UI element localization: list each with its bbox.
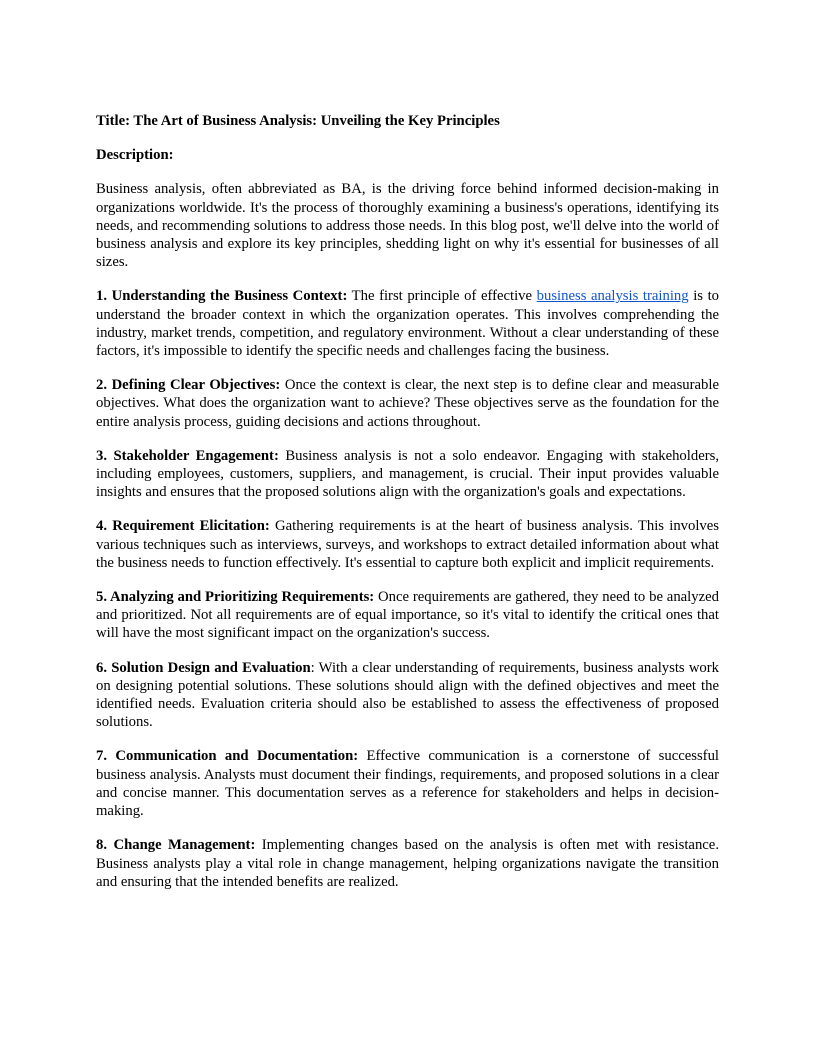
principle-4-paragraph <box>96 517 719 572</box>
principle-4-text: Gathering requirements is at the heart of business analysis. This involves various techniques such as interviews, surveys, and workshops to extract detailed information about what the business needs to function effectively. It's essential to capture both explicit and implicit requirements. <box>96 518 720 571</box>
principle-3-paragraph <box>96 447 719 502</box>
principle-6-heading: 6. Solution Design and Evaluation <box>96 659 311 676</box>
principle-1-heading: 1. Understanding the Business Context: <box>96 288 348 305</box>
principle-8-text: Implementing changes based on the analysis is often met with resistance. Business analysts play a vital role in change management, helping organizations navigate the transition and ensuring that the intended benefits are realized. <box>96 837 719 890</box>
description-heading: Description: <box>96 147 174 164</box>
principle-6-paragraph <box>96 659 719 732</box>
principle-2-text: Once the context is clear, the next step is to define clear and measurable objectives. What does the organization want to achieve? These objectives serve as the foundation for the entire analysis process, guiding decisions and actions throughout. <box>96 377 719 430</box>
document-page <box>96 112 719 907</box>
principle-5-heading: 5. Analyzing and Prioritizing Requirements: <box>96 589 375 606</box>
principle-5-text: Once requirements are gathered, they need to be analyzed and prioritized. Not all requirements are of equal importance, so it's vital to identify the critical ones that will have the most significant impact on the organization's success. <box>96 589 719 642</box>
principle-7-heading: 7. Communication and Documentation: <box>96 748 359 765</box>
principle-3-heading: 3. Stakeholder Engagement: <box>96 447 279 464</box>
principle-8-paragraph <box>96 836 719 891</box>
principle-7-text: Effective communication is a cornerstone of successful business analysis. Analysts must document their findings, requirements, and proposed solutions in a clear and concise manner. This documentation serves as a reference for stakeholders and helps in decision-making. <box>96 748 719 820</box>
principle-2-heading: 2. Defining Clear Objectives: <box>96 377 281 394</box>
principle-8-heading: 8. Change Management: <box>96 837 256 854</box>
business-analysis-training-link[interactable]: business analysis training <box>536 288 689 305</box>
document-title: Title: The Art of Business Analysis: Unveiling the Key Principles <box>96 113 500 129</box>
principle-2-paragraph <box>96 376 719 431</box>
principle-1-text-after-link: is to understand the broader context in which the organization operates. This involves comprehending the industry, market trends, competition, and regulatory environment. Without a clear understanding of these factors, it's impossible to identify the specific needs and challenges facing the business. <box>96 288 720 360</box>
principle-1-text-before-link: The first principle of effective <box>347 288 537 305</box>
principle-3-text: Business analysis is not a solo endeavor. Engaging with stakeholders, including employees, customers, suppliers, and management, is crucial. Their input provides valuable insights and ensures that the proposed solutions align with the organization's goals and expectations. <box>96 447 719 501</box>
principle-5-paragraph <box>96 588 719 643</box>
principle-4-heading: 4. Requirement Elicitation: <box>96 518 270 535</box>
principle-7-paragraph <box>96 747 719 820</box>
intro-paragraph: Business analysis, often abbreviated as BA, is the driving force behind informed decision-making in organizations worldwide. It's the process of thoroughly examining a business's operations, identifying its needs, and recommending solutions to address those needs. In this blog post, we'll delve into the world of business analysis and explore its key principles, shedding light on why it's essential for businesses of all sizes. <box>96 181 719 271</box>
principle-1-paragraph <box>96 287 719 360</box>
principle-6-text: : With a clear understanding of requirements, business analysts work on designing potential solutions. These solutions should align with the defined objectives and meet the identified needs. Evaluation criteria should also be established to assess the effectiveness of proposed solutions. <box>96 659 720 731</box>
